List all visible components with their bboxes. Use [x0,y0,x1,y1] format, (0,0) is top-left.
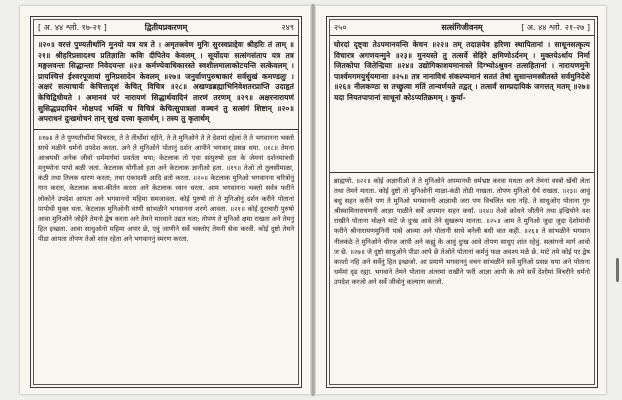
running-header [34,21,298,36]
book-spine [311,4,315,396]
sanskrit-verses: ॥२०॥ वरत्तं पुण्यतीर्थानि मुनयो यत्र यत्र ते । अमृतस्रवेण मुनिः सुरस्वप्नाद्देवः श्रीहरिः तं ताम् ॥२१॥ श्रीहरिप्रसादश्च प्रतिज्ञातिः कविः दीपितेय केवलम् । सूर्योदयः सत्संगसंताप यत्र तत्र मङ्गलवन्तः सिद्धान्ताः निवेदयन्तः ॥२॥ कर्मण्येवाधिकारस्ते स्वशीलमालाकोटयन्ति सत्केवलम् । प्रायश्चित्तं ईश्वरपूजायां मुनिप्रसादेन केवलम् ॥२७॥ जनुर्वाणपुरुषाकारं सर्वसुखं कमण्डलुः । अक्षरं सत्याचार्यः केचित्तादृशं केचित् विचित्र ॥२८॥ अखण्डब्रह्माभिनिवेशतरप्राप्ति उदाहृतं केचिद्विधीयते । अमानवं परं नारायणं सिद्धार्थवादिनं तारणं तरणम् ॥२९॥ अक्षरनारायणं सुसिद्धप्रदायिनं मोक्षपदं भक्तिं च विचित्रं केचित्सुपात्रतां वञ्चनं तु सत्संगं शिष्टान् ॥२०॥ अपराधनं दुःखमोचनं तान् सुखं दत्त्वा कृतार्थम् । तस्य तु कृतार्थम् [38,40,294,124]
header-verse-ref: [ अ. ४४ श्लो. १७-२१ ] [38,23,107,32]
running-header [330,21,594,36]
page-number: २५० [334,23,347,32]
header-verse-ref: [ अ. ४४ श्लो. २१-२७ ] [521,23,590,32]
section-divider [330,172,594,173]
gujarati-commentary: ॥१७॥ ते ते पुण्यतीर्थोमां विचरता, ते ते तीर्थोमां रहीने, ते ते मुनिओने ते ते देशमां रहेलां ते ते भगवानना भक्तो साथे मळीने धर्मनो उपदेश करता. अने ते मुनिओने पोतानुं दर्शन आपीने भगवान् प्रसन्न थया. ॥१८॥ तेमना आश्रयथी अनेक जीवो धर्ममार्गमां प्रवर्तता थया; केटलाक तो एवा सत्पुरुषो हता के जेमनां दर्शनमात्रथी मनुष्योनां पापो बळी जतां. केटलाक योगीओ हता अने केटलाक ज्ञानीओ हता. ॥१९॥ तेओ तो तुलसीमाळा, कंठी तथा तिलक धारण करता; तथा एकादशी आदि व्रतो करता. ॥२०॥ केटलाक मुनिओ भगवानना चरित्रोनुं गान करता, केटलाक कथा-कीर्तन करता अने केटलाक ध्यान धरता. आम भगवानना भक्तो सर्वत्र फरीने लोकोने उपदेश आपता अने भगवाननो महिमा समजावता. कोई पुरुषो तो ते मुनिओनुं दर्शन करीने पोतानां पापोथी मुक्त थता. केटलाक मुनिओनी वाणी सांभळीने भगवानना शरणे आवता. ॥२१॥ कोई दुराचारी पुरुषो आवा मुनिओने जोईने तेमनो द्वेष करता अने तेमने मारवाने उद्यत थता; तोपण ते मुनिओ क्षमा राखता अने तेमनुं हित इच्छता. आवा साधुओनो महिमा अपार छे, एवुं जाणीने सर्वे भक्तोए तेमनी सेवा करवी. कोई दुष्टो तेमने पीडा आपता तोपण तेओ शांत रहेता अने भगवाननुं स्मरण करता. [38,134,294,243]
header-title: सत्संगिजीवनम् [441,23,483,32]
header-title: द्वितीयप्रकरणम् [144,23,188,32]
left-page [20,6,310,394]
section-divider [34,129,298,130]
gujarati-commentary: ब्राह्मणो. ॥२२॥ कोई अज्ञानीओ ते ते मुनिओने अपमानथी धर्मभ्रष्ट करवा मथता अने तेमनां वस्त्रो खेंची लेता तथा तेमने मारता. कोई दुष्टो तो मुनिओनी माळा-कंठी तोडी नाखता. तोपण मुनिओ धैर्य राखता. ॥२३॥ आवुं बधुं सहन करीने पण ते मुनिओ भगवाननी आज्ञाथी जरा पण विचलित थता नहि. ते साधुओए पोताना गुरु श्रीस्वामिनारायणनी आज्ञा पाळीने सर्वे अपमान सहन कर्यां. ॥२४॥ तेओ क्रोधने जीतीने तथा इन्द्रियोने वश राखीने पोताना मोक्षने माटे जे दुःख आवे तेने सुखरूप मानता. ॥२५॥ आम ते मुनिओ जुदा जुदा देशोमांथी फरीने श्रीनारायणमुनिनी पासे आव्या अने पोतानी साथे बनेली बधी वात कही. ॥२६॥ ते सांभळीने भगवान नीलकंठे ते मुनिओने धीरज आपी अने कह्युं के आवुं दुःख आवे तोपण साधुए शांत रहेवुं. सत्संगनो मार्ग आवो ज छे. ॥२७॥ जे दुष्टो साधुओने पीडा आपे छे तेओने पोतानां कर्मनुं फळ अवश्य मळे छे. माटे तमे कोई पर द्वेष करशो नहि अने सर्वेनुं हित इच्छजो. आ प्रमाणे भगवाननुं वचन सांभळीने सर्वे मुनिओ प्रसन्न थया अने पोताना धर्ममां दृढ रह्या. भगवाने तेमने पोताना अंतरमां राखीने फरी आज्ञा आपी के तमे सर्वे देशोमां विचरीने धर्मनो उपदेश करजो अने सर्वे जीवोनुं कल्याण करजो. [334,177,590,286]
sanskrit-verses: घोरदां दृष्ट्वा तेऽपमानयन्ति केचन ॥२२॥ तम् तदाज्ञयेव हरिणा स्थापितानां । साधूनसत्कृत्य विचारत्र अगणयन्मुने ॥२३॥ मुनयस्ते तु तत्सर्वे सेहिरे क्षमिणोऽर्दनम् । मुक्तयेऽर्थाय निर्मा जितकोपा जितेन्द्रियाः ॥२४॥ उद्योगिकाशयमानास्ते दिग्भ्योऽश्रुवन तत्सहितानां । नारायणमुनेः पार्श्वमगमयुर्धृयमानाः ॥२५॥ तत्र नानाविधं संकल्प्यमानं सततं तेषां सुसान्तमस्त्रीतस्ते सर्वमुनिदेशे ॥२६॥ नीलकण्ठः स तच्छ्रुत्वा मतिं तान्वर्णयते तद्वत् । तत्सर्वं साम्प्रदायिकं जगत्तत् मतम् ॥२७॥ यदा नियतपापानां साधूनां कोऽप्यतिक्रमम् । कुर्या- [334,40,590,102]
page-number: २४९ [281,23,294,32]
right-page [316,6,606,394]
scrollbar-thumb[interactable] [616,258,619,282]
